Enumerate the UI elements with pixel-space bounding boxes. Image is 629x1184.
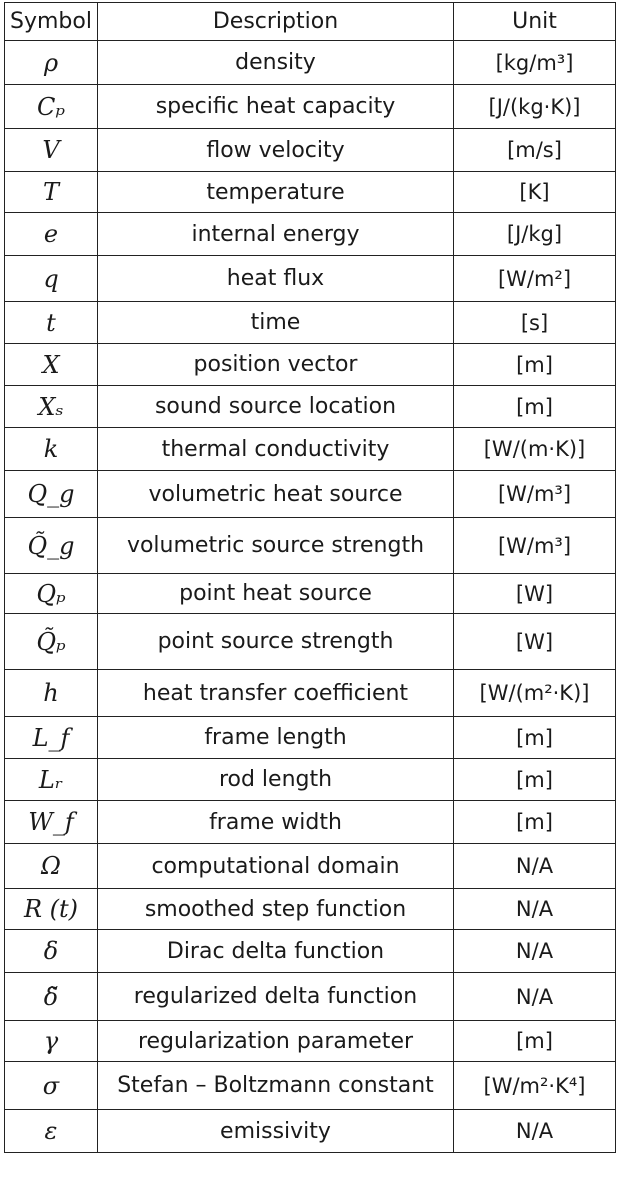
unit-cell: [W] <box>454 614 616 670</box>
description-cell: sound source location <box>98 386 454 428</box>
symbol-cell: ε <box>5 1110 98 1153</box>
symbol-cell: Q̃_g <box>5 518 98 574</box>
symbol-cell: Cₚ <box>5 85 98 129</box>
nomenclature-table <box>4 2 616 1153</box>
table-row <box>5 302 616 344</box>
unit-cell: [W] <box>454 574 616 614</box>
unit-cell: [W/m³] <box>454 518 616 574</box>
header-row <box>5 3 616 41</box>
table-row <box>5 670 616 717</box>
table-row <box>5 256 616 302</box>
description-cell: temperature <box>98 172 454 213</box>
symbol-cell: t <box>5 302 98 344</box>
unit-cell: [J/kg] <box>454 213 616 256</box>
table-row <box>5 213 616 256</box>
description-cell: volumetric heat source <box>98 471 454 518</box>
symbol-cell: Qₚ <box>5 574 98 614</box>
description-cell: regularized delta function <box>98 973 454 1021</box>
description-cell: Stefan – Boltzmann constant <box>98 1062 454 1110</box>
table-row <box>5 41 616 85</box>
symbol-cell: h <box>5 670 98 717</box>
unit-cell: [K] <box>454 172 616 213</box>
header-symbol: Symbol <box>5 3 98 41</box>
unit-cell: [W/m²] <box>454 256 616 302</box>
symbol-cell: δ <box>5 930 98 973</box>
description-cell: heat flux <box>98 256 454 302</box>
description-cell: emissivity <box>98 1110 454 1153</box>
table-row <box>5 1110 616 1153</box>
unit-cell: [m/s] <box>454 129 616 172</box>
unit-cell: N/A <box>454 973 616 1021</box>
header-description: Description <box>98 3 454 41</box>
unit-cell: N/A <box>454 1110 616 1153</box>
description-cell: point heat source <box>98 574 454 614</box>
symbol-cell: q <box>5 256 98 302</box>
table-row <box>5 344 616 386</box>
table-row <box>5 973 616 1021</box>
unit-cell: [m] <box>454 386 616 428</box>
symbol-cell: ρ <box>5 41 98 85</box>
description-cell: regularization parameter <box>98 1021 454 1062</box>
description-cell: flow velocity <box>98 129 454 172</box>
header-unit: Unit <box>454 3 616 41</box>
symbol-cell: e <box>5 213 98 256</box>
description-cell: volumetric source strength <box>98 518 454 574</box>
description-cell: time <box>98 302 454 344</box>
unit-cell: [m] <box>454 717 616 759</box>
symbol-cell: Lᵣ <box>5 759 98 801</box>
description-cell: rod length <box>98 759 454 801</box>
description-cell: frame length <box>98 717 454 759</box>
table-row <box>5 172 616 213</box>
symbol-cell: Ω <box>5 844 98 889</box>
description-cell: thermal conductivity <box>98 428 454 471</box>
description-cell: internal energy <box>98 213 454 256</box>
symbol-cell: σ <box>5 1062 98 1110</box>
description-cell: Dirac delta function <box>98 930 454 973</box>
symbol-cell: Q̃ₚ <box>5 614 98 670</box>
unit-cell: [W/m²·K⁴] <box>454 1062 616 1110</box>
description-cell: frame width <box>98 801 454 844</box>
table-body <box>5 41 616 1153</box>
table-row <box>5 801 616 844</box>
unit-cell: [kg/m³] <box>454 41 616 85</box>
description-cell: position vector <box>98 344 454 386</box>
unit-cell: N/A <box>454 889 616 930</box>
table-row <box>5 717 616 759</box>
description-cell: computational domain <box>98 844 454 889</box>
table-row <box>5 1021 616 1062</box>
unit-cell: [m] <box>454 1021 616 1062</box>
table-row <box>5 574 616 614</box>
table-row <box>5 471 616 518</box>
unit-cell: [W/m³] <box>454 471 616 518</box>
unit-cell: [W/(m·K)] <box>454 428 616 471</box>
symbol-cell: T <box>5 172 98 213</box>
symbol-cell: δ̃ <box>5 973 98 1021</box>
table-row <box>5 889 616 930</box>
description-cell: point source strength <box>98 614 454 670</box>
symbol-cell: L_f <box>5 717 98 759</box>
table-row <box>5 129 616 172</box>
symbol-cell: X <box>5 344 98 386</box>
symbol-cell: W_f <box>5 801 98 844</box>
table-row <box>5 759 616 801</box>
description-cell: specific heat capacity <box>98 85 454 129</box>
symbol-cell: k <box>5 428 98 471</box>
table-row <box>5 518 616 574</box>
symbol-cell: V <box>5 129 98 172</box>
table-row <box>5 85 616 129</box>
table-row <box>5 930 616 973</box>
unit-cell: [W/(m²·K)] <box>454 670 616 717</box>
symbol-cell: Q_g <box>5 471 98 518</box>
table-row <box>5 844 616 889</box>
description-cell: density <box>98 41 454 85</box>
unit-cell: N/A <box>454 844 616 889</box>
table-row <box>5 1062 616 1110</box>
unit-cell: N/A <box>454 930 616 973</box>
symbol-cell: R (t) <box>5 889 98 930</box>
symbol-cell: γ <box>5 1021 98 1062</box>
unit-cell: [J/(kg·K)] <box>454 85 616 129</box>
table-row <box>5 614 616 670</box>
description-cell: smoothed step function <box>98 889 454 930</box>
unit-cell: [m] <box>454 759 616 801</box>
table-row <box>5 428 616 471</box>
unit-cell: [s] <box>454 302 616 344</box>
unit-cell: [m] <box>454 344 616 386</box>
unit-cell: [m] <box>454 801 616 844</box>
description-cell: heat transfer coefficient <box>98 670 454 717</box>
symbol-cell: Xₛ <box>5 386 98 428</box>
table-row <box>5 386 616 428</box>
